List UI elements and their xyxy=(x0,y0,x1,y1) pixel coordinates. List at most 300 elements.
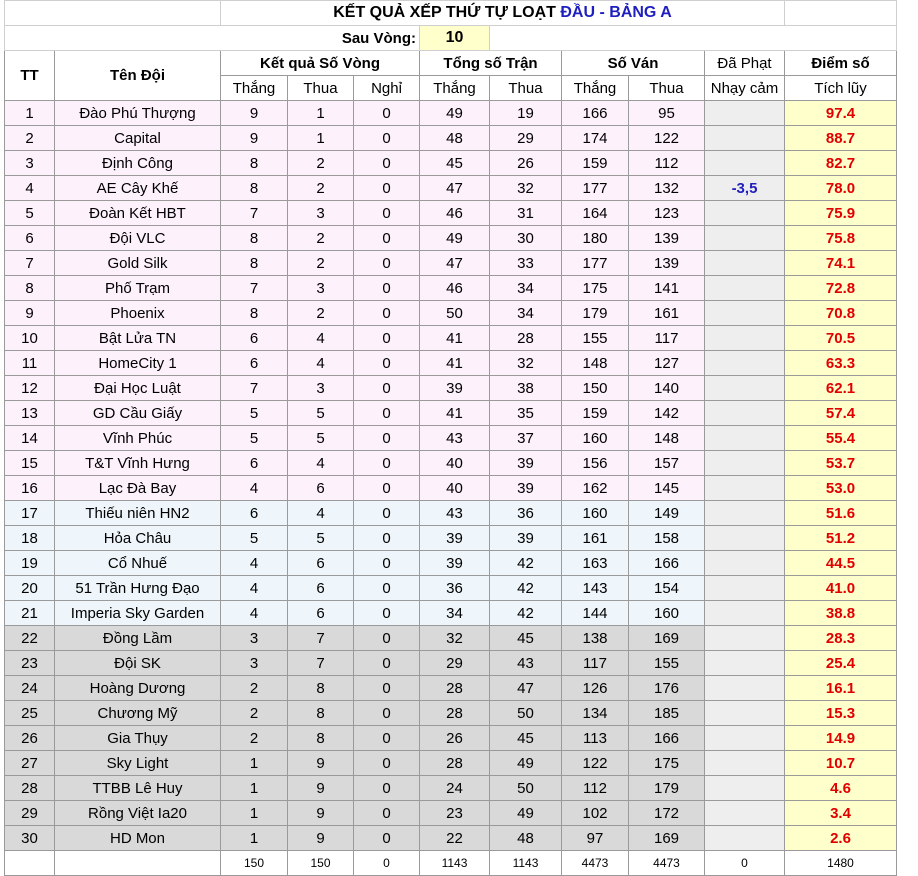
rank-cell: 20 xyxy=(5,576,55,601)
rounds-rest-cell: 0 xyxy=(354,351,420,376)
team-name-cell: 51 Trần Hưng Đạo xyxy=(55,576,221,601)
matches-loss-cell: 49 xyxy=(490,751,562,776)
header-games-loss: Thua xyxy=(629,76,705,101)
rounds-win-cell: 1 xyxy=(221,801,288,826)
team-name-cell: Sky Light xyxy=(55,751,221,776)
rounds-loss-cell: 6 xyxy=(288,576,354,601)
rounds-rest-cell: 0 xyxy=(354,751,420,776)
matches-loss-cell: 39 xyxy=(490,476,562,501)
rank-cell: 26 xyxy=(5,726,55,751)
table-row[interactable] xyxy=(5,501,897,526)
games-loss-cell: 122 xyxy=(629,126,705,151)
rounds-rest-cell: 0 xyxy=(354,226,420,251)
matches-win-cell: 49 xyxy=(420,226,490,251)
rounds-rest-cell: 0 xyxy=(354,701,420,726)
rounds-win-cell: 1 xyxy=(221,751,288,776)
rounds-rest-cell: 0 xyxy=(354,201,420,226)
matches-loss-cell: 36 xyxy=(490,501,562,526)
matches-win-cell: 40 xyxy=(420,476,490,501)
total-pen-cell: 0 xyxy=(705,851,785,876)
games-win-cell: 161 xyxy=(562,526,629,551)
rounds-win-cell: 6 xyxy=(221,326,288,351)
rounds-loss-cell: 4 xyxy=(288,351,354,376)
table-row[interactable] xyxy=(5,176,897,201)
rounds-win-cell: 1 xyxy=(221,826,288,851)
rounds-loss-cell: 2 xyxy=(288,176,354,201)
matches-win-cell: 23 xyxy=(420,801,490,826)
points-cell: 3.4 xyxy=(785,801,897,826)
penalty-cell xyxy=(705,601,785,626)
team-name-cell: Đoàn Kết HBT xyxy=(55,201,221,226)
rounds-win-cell: 6 xyxy=(221,501,288,526)
penalty-cell xyxy=(705,426,785,451)
rounds-win-cell: 4 xyxy=(221,476,288,501)
points-cell: 28.3 xyxy=(785,626,897,651)
penalty-cell xyxy=(705,476,785,501)
rounds-win-cell: 6 xyxy=(221,351,288,376)
matches-win-cell: 47 xyxy=(420,251,490,276)
rounds-rest-cell: 0 xyxy=(354,276,420,301)
rank-cell: 23 xyxy=(5,651,55,676)
points-cell: 70.5 xyxy=(785,326,897,351)
games-win-cell: 166 xyxy=(562,101,629,126)
total-pts-cell: 1480 xyxy=(785,851,897,876)
header-games-win: Thắng xyxy=(562,76,629,101)
header-matches-loss: Thua xyxy=(490,76,562,101)
penalty-cell xyxy=(705,576,785,601)
rank-cell: 17 xyxy=(5,501,55,526)
matches-win-cell: 26 xyxy=(420,726,490,751)
penalty-cell xyxy=(705,351,785,376)
games-loss-cell: 112 xyxy=(629,151,705,176)
rounds-loss-cell: 2 xyxy=(288,301,354,326)
rounds-win-cell: 2 xyxy=(221,701,288,726)
games-win-cell: 112 xyxy=(562,776,629,801)
penalty-cell xyxy=(705,376,785,401)
points-cell: 16.1 xyxy=(785,676,897,701)
rounds-loss-cell: 2 xyxy=(288,226,354,251)
games-win-cell: 97 xyxy=(562,826,629,851)
header-games: Số Ván xyxy=(562,51,705,76)
table-row[interactable] xyxy=(5,401,897,426)
games-win-cell: 143 xyxy=(562,576,629,601)
header-matches-win: Thắng xyxy=(420,76,490,101)
rank-cell: 10 xyxy=(5,326,55,351)
rounds-rest-cell: 0 xyxy=(354,151,420,176)
points-cell: 57.4 xyxy=(785,401,897,426)
team-name-cell: Vĩnh Phúc xyxy=(55,426,221,451)
rounds-rest-cell: 0 xyxy=(354,676,420,701)
games-win-cell: 175 xyxy=(562,276,629,301)
table-row[interactable] xyxy=(5,751,897,776)
penalty-cell xyxy=(705,326,785,351)
penalty-cell xyxy=(705,826,785,851)
games-loss-cell: 179 xyxy=(629,776,705,801)
rounds-rest-cell: 0 xyxy=(354,776,420,801)
rank-cell: 21 xyxy=(5,601,55,626)
points-cell: 25.4 xyxy=(785,651,897,676)
table-row[interactable] xyxy=(5,251,897,276)
matches-loss-cell: 43 xyxy=(490,651,562,676)
penalty-cell xyxy=(705,501,785,526)
matches-win-cell: 28 xyxy=(420,751,490,776)
rounds-win-cell: 8 xyxy=(221,151,288,176)
matches-win-cell: 34 xyxy=(420,601,490,626)
penalty-cell xyxy=(705,801,785,826)
matches-loss-cell: 42 xyxy=(490,601,562,626)
rank-cell: 30 xyxy=(5,826,55,851)
team-name-cell: Định Công xyxy=(55,151,221,176)
matches-loss-cell: 26 xyxy=(490,151,562,176)
matches-win-cell: 29 xyxy=(420,651,490,676)
matches-loss-cell: 30 xyxy=(490,226,562,251)
rounds-rest-cell: 0 xyxy=(354,126,420,151)
penalty-cell xyxy=(705,776,785,801)
table-row[interactable] xyxy=(5,676,897,701)
rounds-rest-cell: 0 xyxy=(354,551,420,576)
rank-cell: 28 xyxy=(5,776,55,801)
rank-cell: 22 xyxy=(5,626,55,651)
team-name-cell: Capital xyxy=(55,126,221,151)
games-win-cell: 148 xyxy=(562,351,629,376)
games-loss-cell: 169 xyxy=(629,626,705,651)
matches-win-cell: 50 xyxy=(420,301,490,326)
games-loss-cell: 157 xyxy=(629,451,705,476)
rounds-win-cell: 5 xyxy=(221,426,288,451)
rank-cell: 15 xyxy=(5,451,55,476)
points-cell: 44.5 xyxy=(785,551,897,576)
table-row[interactable] xyxy=(5,601,897,626)
rounds-rest-cell: 0 xyxy=(354,301,420,326)
rounds-loss-cell: 4 xyxy=(288,451,354,476)
matches-win-cell: 49 xyxy=(420,101,490,126)
penalty-cell xyxy=(705,251,785,276)
table-row[interactable] xyxy=(5,326,897,351)
team-name-cell: Đội VLC xyxy=(55,226,221,251)
points-cell: 55.4 xyxy=(785,426,897,451)
games-win-cell: 180 xyxy=(562,226,629,251)
matches-loss-cell: 38 xyxy=(490,376,562,401)
matches-win-cell: 39 xyxy=(420,376,490,401)
rounds-win-cell: 8 xyxy=(221,301,288,326)
title-part2: ĐẦU - BẢNG A xyxy=(560,4,672,21)
rank-cell: 12 xyxy=(5,376,55,401)
penalty-cell xyxy=(705,701,785,726)
matches-win-cell: 39 xyxy=(420,551,490,576)
penalty-cell xyxy=(705,226,785,251)
games-win-cell: 159 xyxy=(562,401,629,426)
games-win-cell: 177 xyxy=(562,176,629,201)
team-name-cell: T&T Vĩnh Hưng xyxy=(55,451,221,476)
matches-win-cell: 28 xyxy=(420,676,490,701)
rounds-win-cell: 2 xyxy=(221,726,288,751)
team-name-cell: Đội SK xyxy=(55,651,221,676)
rounds-rest-cell: 0 xyxy=(354,326,420,351)
team-name-cell: Lạc Đà Bay xyxy=(55,476,221,501)
rank-cell: 5 xyxy=(5,201,55,226)
table-row[interactable] xyxy=(5,801,897,826)
penalty-cell xyxy=(705,551,785,576)
rank-cell: 3 xyxy=(5,151,55,176)
games-loss-cell: 123 xyxy=(629,201,705,226)
table-row[interactable] xyxy=(5,626,897,651)
rank-cell: 18 xyxy=(5,526,55,551)
games-loss-cell: 185 xyxy=(629,701,705,726)
rank-cell: 7 xyxy=(5,251,55,276)
points-cell: 4.6 xyxy=(785,776,897,801)
rounds-win-cell: 3 xyxy=(221,626,288,651)
rounds-loss-cell: 6 xyxy=(288,476,354,501)
table-row[interactable] xyxy=(5,426,897,451)
header-points: Điểm số xyxy=(785,51,897,76)
games-win-cell: 160 xyxy=(562,426,629,451)
header-tt: TT xyxy=(5,51,55,101)
games-win-cell: 159 xyxy=(562,151,629,176)
points-cell: 14.9 xyxy=(785,726,897,751)
rounds-loss-cell: 8 xyxy=(288,701,354,726)
totals-row xyxy=(5,851,897,876)
rounds-loss-cell: 7 xyxy=(288,626,354,651)
table-row[interactable] xyxy=(5,476,897,501)
table-row[interactable] xyxy=(5,576,897,601)
rounds-win-cell: 8 xyxy=(221,226,288,251)
total-gl-cell: 4473 xyxy=(629,851,705,876)
matches-win-cell: 41 xyxy=(420,351,490,376)
points-cell: 51.2 xyxy=(785,526,897,551)
penalty-cell: -3,5 xyxy=(705,176,785,201)
rounds-loss-cell: 5 xyxy=(288,526,354,551)
rank-cell: 1 xyxy=(5,101,55,126)
penalty-cell xyxy=(705,626,785,651)
matches-win-cell: 39 xyxy=(420,526,490,551)
rounds-loss-cell: 2 xyxy=(288,151,354,176)
title-part1: KẾT QUẢ XẾP THỨ TỰ LOẠT xyxy=(333,4,556,21)
rank-cell: 4 xyxy=(5,176,55,201)
points-cell: 88.7 xyxy=(785,126,897,151)
team-name-cell: GD Cầu Giấy xyxy=(55,401,221,426)
rounds-loss-cell: 9 xyxy=(288,751,354,776)
rounds-loss-cell: 5 xyxy=(288,426,354,451)
matches-loss-cell: 19 xyxy=(490,101,562,126)
rank-cell: 16 xyxy=(5,476,55,501)
table-row[interactable] xyxy=(5,776,897,801)
penalty-cell xyxy=(705,676,785,701)
matches-loss-cell: 37 xyxy=(490,426,562,451)
table-row[interactable] xyxy=(5,701,897,726)
team-name-cell: Phoenix xyxy=(55,301,221,326)
points-cell: 74.1 xyxy=(785,251,897,276)
rounds-win-cell: 5 xyxy=(221,526,288,551)
matches-loss-cell: 28 xyxy=(490,326,562,351)
matches-win-cell: 22 xyxy=(420,826,490,851)
table-row[interactable] xyxy=(5,376,897,401)
games-loss-cell: 142 xyxy=(629,401,705,426)
games-win-cell: 122 xyxy=(562,751,629,776)
rounds-rest-cell: 0 xyxy=(354,401,420,426)
rounds-win-cell: 8 xyxy=(221,176,288,201)
header-points-sub: Tích lũy xyxy=(785,76,897,101)
games-win-cell: 177 xyxy=(562,251,629,276)
points-cell: 78.0 xyxy=(785,176,897,201)
rounds-loss-cell: 3 xyxy=(288,201,354,226)
matches-win-cell: 24 xyxy=(420,776,490,801)
rounds-rest-cell: 0 xyxy=(354,651,420,676)
table-row[interactable] xyxy=(5,226,897,251)
matches-loss-cell: 34 xyxy=(490,301,562,326)
rounds-loss-cell: 9 xyxy=(288,826,354,851)
matches-win-cell: 41 xyxy=(420,401,490,426)
games-loss-cell: 132 xyxy=(629,176,705,201)
games-win-cell: 138 xyxy=(562,626,629,651)
standings-table xyxy=(4,0,897,876)
matches-win-cell: 48 xyxy=(420,126,490,151)
rounds-loss-cell: 1 xyxy=(288,101,354,126)
round-value[interactable]: 10 xyxy=(420,26,490,51)
rounds-rest-cell: 0 xyxy=(354,426,420,451)
points-cell: 38.8 xyxy=(785,601,897,626)
games-win-cell: 113 xyxy=(562,726,629,751)
games-win-cell: 174 xyxy=(562,126,629,151)
points-cell: 63.3 xyxy=(785,351,897,376)
games-loss-cell: 139 xyxy=(629,226,705,251)
games-loss-cell: 140 xyxy=(629,376,705,401)
points-cell: 53.7 xyxy=(785,451,897,476)
total-mw-cell: 1143 xyxy=(420,851,490,876)
table-row[interactable] xyxy=(5,526,897,551)
points-cell: 2.6 xyxy=(785,826,897,851)
games-win-cell: 134 xyxy=(562,701,629,726)
rank-cell: 9 xyxy=(5,301,55,326)
rounds-win-cell: 4 xyxy=(221,576,288,601)
rounds-win-cell: 8 xyxy=(221,251,288,276)
rounds-win-cell: 5 xyxy=(221,401,288,426)
matches-loss-cell: 45 xyxy=(490,726,562,751)
table-row[interactable] xyxy=(5,826,897,851)
matches-loss-cell: 29 xyxy=(490,126,562,151)
header-matches: Tổng số Trận xyxy=(420,51,562,76)
team-name-cell: Phố Trạm xyxy=(55,276,221,301)
table-row[interactable] xyxy=(5,101,897,126)
rounds-win-cell: 4 xyxy=(221,601,288,626)
table-row[interactable] xyxy=(5,651,897,676)
penalty-cell xyxy=(705,651,785,676)
rounds-rest-cell: 0 xyxy=(354,726,420,751)
rounds-loss-cell: 9 xyxy=(288,776,354,801)
table-row[interactable] xyxy=(5,301,897,326)
matches-loss-cell: 50 xyxy=(490,701,562,726)
rounds-win-cell: 4 xyxy=(221,551,288,576)
table-row[interactable] xyxy=(5,276,897,301)
team-name-cell: Thiếu niên HN2 xyxy=(55,501,221,526)
games-loss-cell: 145 xyxy=(629,476,705,501)
team-name-cell: Gia Thụy xyxy=(55,726,221,751)
points-cell: 62.1 xyxy=(785,376,897,401)
page-title xyxy=(221,1,785,26)
team-name-cell: Imperia Sky Garden xyxy=(55,601,221,626)
rounds-loss-cell: 8 xyxy=(288,726,354,751)
rounds-win-cell: 7 xyxy=(221,276,288,301)
rounds-loss-cell: 8 xyxy=(288,676,354,701)
rounds-rest-cell: 0 xyxy=(354,801,420,826)
table-row[interactable] xyxy=(5,726,897,751)
table-row[interactable] xyxy=(5,351,897,376)
games-loss-cell: 172 xyxy=(629,801,705,826)
games-loss-cell: 127 xyxy=(629,351,705,376)
games-loss-cell: 117 xyxy=(629,326,705,351)
penalty-cell xyxy=(705,151,785,176)
matches-win-cell: 46 xyxy=(420,201,490,226)
rank-cell: 14 xyxy=(5,426,55,451)
rounds-rest-cell: 0 xyxy=(354,101,420,126)
games-win-cell: 179 xyxy=(562,301,629,326)
games-loss-cell: 158 xyxy=(629,526,705,551)
rounds-win-cell: 9 xyxy=(221,126,288,151)
header-rounds-rest: Nghỉ xyxy=(354,76,420,101)
total-rw-cell: 150 xyxy=(221,851,288,876)
rounds-loss-cell: 6 xyxy=(288,551,354,576)
rounds-rest-cell: 0 xyxy=(354,451,420,476)
penalty-cell xyxy=(705,401,785,426)
header-rounds-loss: Thua xyxy=(288,76,354,101)
rounds-win-cell: 9 xyxy=(221,101,288,126)
matches-loss-cell: 47 xyxy=(490,676,562,701)
header-penalty: Đã Phạt xyxy=(705,51,785,76)
table-row[interactable] xyxy=(5,551,897,576)
rounds-loss-cell: 5 xyxy=(288,401,354,426)
games-win-cell: 155 xyxy=(562,326,629,351)
penalty-cell xyxy=(705,201,785,226)
games-loss-cell: 175 xyxy=(629,751,705,776)
matches-win-cell: 32 xyxy=(420,626,490,651)
table-row[interactable] xyxy=(5,451,897,476)
rounds-loss-cell: 2 xyxy=(288,251,354,276)
rounds-win-cell: 7 xyxy=(221,201,288,226)
games-loss-cell: 141 xyxy=(629,276,705,301)
matches-loss-cell: 31 xyxy=(490,201,562,226)
rank-cell: 24 xyxy=(5,676,55,701)
points-cell: 51.6 xyxy=(785,501,897,526)
rounds-loss-cell: 3 xyxy=(288,376,354,401)
team-name-cell: Gold Silk xyxy=(55,251,221,276)
team-name-cell: Đại Học Luật xyxy=(55,376,221,401)
games-loss-cell: 149 xyxy=(629,501,705,526)
table-row[interactable] xyxy=(5,151,897,176)
games-loss-cell: 166 xyxy=(629,726,705,751)
penalty-cell xyxy=(705,126,785,151)
rounds-rest-cell: 0 xyxy=(354,176,420,201)
matches-win-cell: 43 xyxy=(420,501,490,526)
rounds-loss-cell: 1 xyxy=(288,126,354,151)
rounds-loss-cell: 6 xyxy=(288,601,354,626)
games-win-cell: 156 xyxy=(562,451,629,476)
matches-loss-cell: 39 xyxy=(490,451,562,476)
matches-win-cell: 43 xyxy=(420,426,490,451)
games-loss-cell: 155 xyxy=(629,651,705,676)
games-loss-cell: 139 xyxy=(629,251,705,276)
matches-win-cell: 40 xyxy=(420,451,490,476)
team-name-cell: Bật Lửa TN xyxy=(55,326,221,351)
rounds-rest-cell: 0 xyxy=(354,626,420,651)
table-row[interactable] xyxy=(5,126,897,151)
round-label: Sau Vòng: xyxy=(5,26,420,51)
header-rounds: Kết quả Số Vòng xyxy=(221,51,420,76)
rank-cell: 29 xyxy=(5,801,55,826)
total-ml-cell: 1143 xyxy=(490,851,562,876)
matches-loss-cell: 33 xyxy=(490,251,562,276)
table-row[interactable] xyxy=(5,201,897,226)
rounds-rest-cell: 0 xyxy=(354,576,420,601)
rounds-win-cell: 7 xyxy=(221,376,288,401)
